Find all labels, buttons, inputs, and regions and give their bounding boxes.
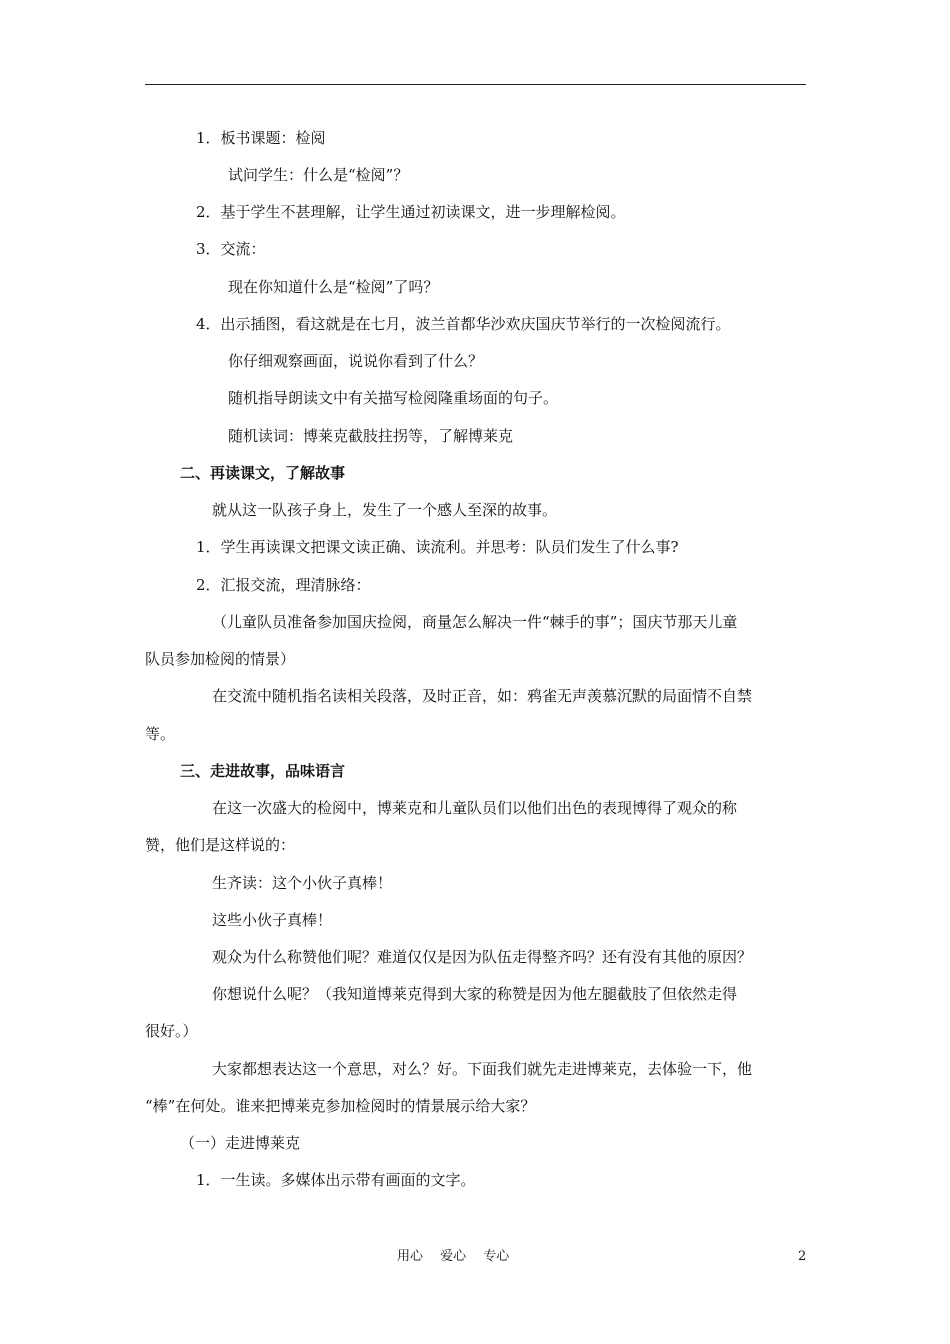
paragraph: 这些小伙子真棒！ xyxy=(212,911,333,929)
paragraph: 大家都想表达这一个意思，对么？好。下面我们就先走进博莱克，去体验一下，他 xyxy=(212,1060,753,1078)
paragraph: 队员参加检阅的情景） xyxy=(145,650,296,668)
section-heading: 二、再读课文，了解故事 xyxy=(180,464,346,482)
subsection-heading: （一）走进博莱克 xyxy=(180,1134,301,1152)
paragraph: 随机读词：博莱克截肢拄拐等，了解博莱克 xyxy=(228,427,514,445)
paragraph: 观众为什么称赞他们呢？难道仅仅是因为队伍走得整齐吗？还有没有其他的原因？ xyxy=(212,948,753,966)
paragraph: 生齐读：这个小伙子真棒！ xyxy=(212,874,393,892)
paragraph: 2．基于学生不甚理解，让学生通过初读课文，进一步理解检阅。 xyxy=(196,203,626,221)
paragraph: 在这一次盛大的检阅中，博莱克和儿童队员们以他们出色的表现博得了观众的称 xyxy=(212,799,738,817)
paragraph: 试问学生：什么是“检阅”？ xyxy=(228,166,409,184)
paragraph: “棒”在何处。谁来把博莱克参加检阅时的情景展示给大家？ xyxy=(145,1097,536,1115)
page-number: 2 xyxy=(798,1249,807,1264)
paragraph: 就从这一队孩子身上，发生了一个感人至深的故事。 xyxy=(212,501,558,519)
paragraph: 你想说什么呢？（我知道博莱克得到大家的称赞是因为他左腿截肢了但依然走得 xyxy=(212,985,738,1003)
paragraph: 1．板书课题：检阅 xyxy=(196,129,326,147)
paragraph: 1．一生读。多媒体出示带有画面的文字。 xyxy=(196,1171,476,1189)
paragraph: 你仔细观察画面，说说你看到了什么？ xyxy=(228,352,484,370)
paragraph: 3．交流： xyxy=(196,240,266,258)
paragraph: 很好。） xyxy=(145,1022,198,1040)
paragraph: 4．出示插图，看这就是在七月，波兰首都华沙欢庆国庆节举行的一次检阅流行。 xyxy=(196,315,731,333)
footer-text: 用心 爱心 专心 xyxy=(397,1249,510,1264)
header-rule xyxy=(145,84,806,85)
paragraph: 在交流中随机指名读相关段落，及时正音，如：鸦雀无声羡慕沉默的局面情不自禁 xyxy=(212,687,753,705)
paragraph: 赞，他们是这样说的： xyxy=(145,836,296,854)
section-heading: 三、走进故事，品味语言 xyxy=(180,762,346,780)
paragraph: （儿童队员准备参加国庆捡阅，商量怎么解决一件“棘手的事”；国庆节那天儿童 xyxy=(212,613,738,631)
paragraph: 现在你知道什么是“检阅”了吗？ xyxy=(228,278,439,296)
paragraph: 随机指导朗读文中有关描写检阅隆重场面的句子。 xyxy=(228,389,559,407)
paragraph: 1．学生再读课文把课文读正确、读流利。并思考：队员们发生了什么事? xyxy=(196,538,679,556)
paragraph: 等。 xyxy=(145,725,176,743)
paragraph: 2．汇报交流，理清脉络： xyxy=(196,576,371,594)
